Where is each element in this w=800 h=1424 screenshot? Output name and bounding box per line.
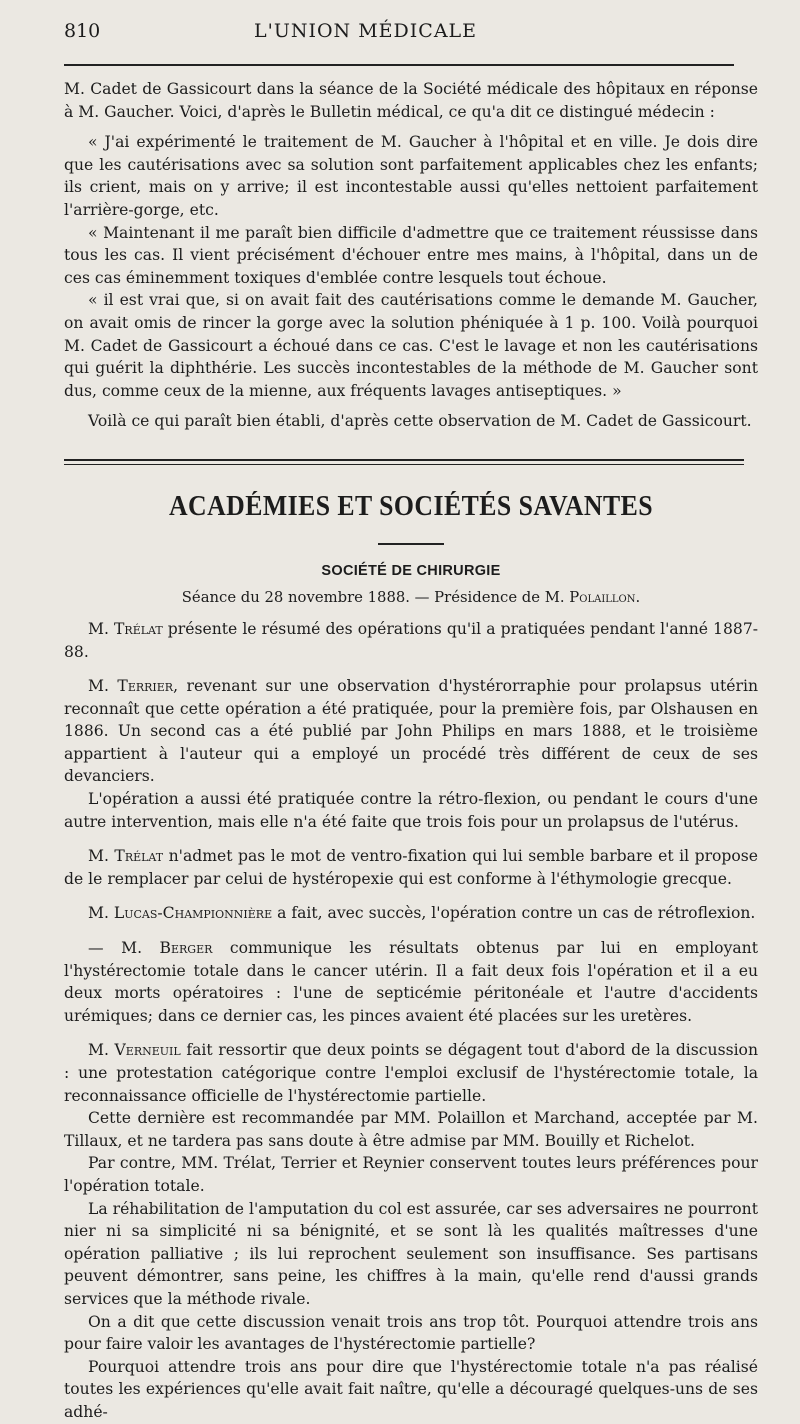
article-paragraph	[64, 902, 758, 925]
paragraph-text: présente le résumé des opérations qu'il a pratiquées pendant l'anné 1887-88.	[64, 619, 759, 661]
title-rule	[378, 543, 444, 545]
article-paragraph	[64, 1107, 758, 1152]
paragraph-text: Pourquoi attendre trois ans pour dire que l'hystérectomie totale n'a pas réalisé toutes les expériences qu'elle avait fait naître, qu'elle a découragé quelques-uns de ses adhé-	[64, 1357, 758, 1421]
page-number: 810	[64, 20, 101, 42]
article-paragraph	[64, 1039, 758, 1107]
paragraph-text: n'admet pas le mot de ventro-fixation qui lui semble barbare et il propose de le remplacer par celui de hystéropexie qui est conforme à l'éthymologie grecque.	[64, 847, 759, 888]
quote-paragraph-3: « il est vrai que, si on avait fait des cautérisations comme le demande M. Gaucher, on avait omis de rincer la gorge avec la solution phéniquée à 1 p. 100. Voilà pourquoi M. Cadet de Gassicourt a échoué dans ce cas. C'est le lavage et non les cautérisations qui guérit la diphthérie. Les succès incontestables de la méthode de M. Gaucher sont dus, comme ceux de la mienne, aux fréquents lavages antiseptiques. »	[64, 291, 758, 400]
paragraph-text: , revenant sur une observation d'hystérorraphie pour prolapsus utérin reconnaît que cette opération a été pratiquée, pour la première fois, par Olshausen en 1886. Un second cas a été publié par John Philips en mars 1888, et le troisième appartient à l'auteur qui a employé un procédé très différent de ceux de ses devanciers.	[64, 677, 758, 786]
page-header	[64, 18, 758, 48]
section-divider	[64, 459, 744, 465]
article-paragraph	[64, 845, 758, 890]
article-paragraph	[64, 618, 758, 663]
intro-paragraph: M. Cadet de Gassicourt dans la séance de la Société médicale des hôpitaux en réponse à M. Gaucher. Voici, d'après le Bulletin médical, ce qu'a dit ce distingué médecin :	[64, 80, 758, 121]
paragraph-text: fait ressortir que deux points se dégagent tout d'abord de la discussion : une protestation catégorique contre l'emploi exclusif de l'hystérectomie totale, la reconnaissance officielle de l'hystérectomie partielle.	[64, 1041, 758, 1105]
speaker-name: M. Terrier	[88, 677, 174, 696]
article-paragraph	[64, 1311, 758, 1356]
paragraph-text: a fait, avec succès, l'opération contre un cas de rétroflexion.	[272, 904, 756, 923]
quote-paragraph-1: « J'ai expérimenté le traitement de M. Gaucher à l'hôpital et en ville. Je dois dire que les cautérisations avec sa solution sont parfaitement applicables chez les enfants; ils crient, mais on y arrive; il est incontestable aussi qu'elles nettoient parfaitement l'arrière-gorge, etc.	[64, 133, 758, 219]
paragraph-text: L'opération a aussi été pratiquée contre la rétro-flexion, ou pendant le cours d'une autre intervention, mais elle n'a été faite que trois fois pour un prolapsus de l'utérus.	[64, 790, 758, 831]
speaker-name: M. Verneuil	[88, 1041, 181, 1060]
seance-text: Séance du 28 novembre 1888. — Présidence de M.	[181, 588, 570, 606]
speaker-name: M. Trélat	[88, 847, 164, 866]
article-paragraph	[64, 788, 758, 833]
paragraph-text: Par contre, MM. Trélat, Terrier et Reynier conservent toutes leurs préférences pour l'opération totale.	[64, 1154, 758, 1195]
paragraph-text: communique les résultats obtenus par lui en employant l'hystérectomie totale dans le cancer utérin. Il a fait deux fois l'opération et il a eu deux morts opératoires : l'une de septicémie péritonéale et l'autre d'accidents urémiques; dans ce dernier cas, les pinces avaient été placées sur les uretères.	[64, 939, 758, 1025]
article-paragraph	[64, 1356, 758, 1424]
seance-line	[64, 589, 758, 606]
speaker-name: M. Trélat	[88, 619, 163, 638]
society-heading: SOCIÉTÉ DE CHIRURGIE	[321, 562, 501, 579]
article-paragraph	[64, 1152, 758, 1197]
section-title: ACADÉMIES ET SOCIÉTÉS SAVANTES	[168, 490, 654, 522]
paragraph-text: La réhabilitation de l'amputation du col est assurée, car ses adversaires ne pourront nier ni sa simplicité ni sa bénignité, et se sont là les qualités maîtresses d'une opération palliative ; ils lui reprochent seulement son insuffisance. Ses partisans peuvent démontrer, sans peine, les chiffres à la main, qu'elle rend d'aussi grands services que la méthode rivale.	[64, 1199, 758, 1308]
speaker-name: M. Lucas-Championnière	[88, 904, 273, 923]
article-paragraph	[64, 1198, 758, 1311]
president-name: Polaillon.	[569, 588, 641, 606]
journal-title: L'UNION MÉDICALE	[254, 20, 478, 42]
paragraph-text: On a dit que cette discussion venait trois ans trop tôt. Pourquoi attendre trois ans pour faire valoir les avantages de l'hystérectomie partielle?	[64, 1312, 758, 1354]
conclusion-paragraph: Voilà ce qui paraît bien établi, d'après cette observation de M. Cadet de Gassicourt.	[88, 412, 752, 431]
paragraph-text: Cette dernière est recommandée par MM. Polaillon et Marchand, acceptée par M. Tillaux, et ne tardera pas sans doute à être admise par MM. Bouilly et Richelot.	[64, 1109, 758, 1150]
header-rule	[64, 64, 734, 66]
speaker-name: — M. Berger	[88, 939, 213, 958]
quote-paragraph-2: « Maintenant il me paraît bien difficile d'admettre que ce traitement réussisse dans tous les cas. Il vient précisément d'échouer entre mes mains, à l'hôpital, dans un de ces cas éminemment toxiques d'emblée contre lesquels tout échoue.	[64, 223, 758, 287]
article-paragraph	[64, 937, 758, 1027]
article-paragraph	[64, 675, 758, 788]
article-body	[64, 618, 758, 1424]
